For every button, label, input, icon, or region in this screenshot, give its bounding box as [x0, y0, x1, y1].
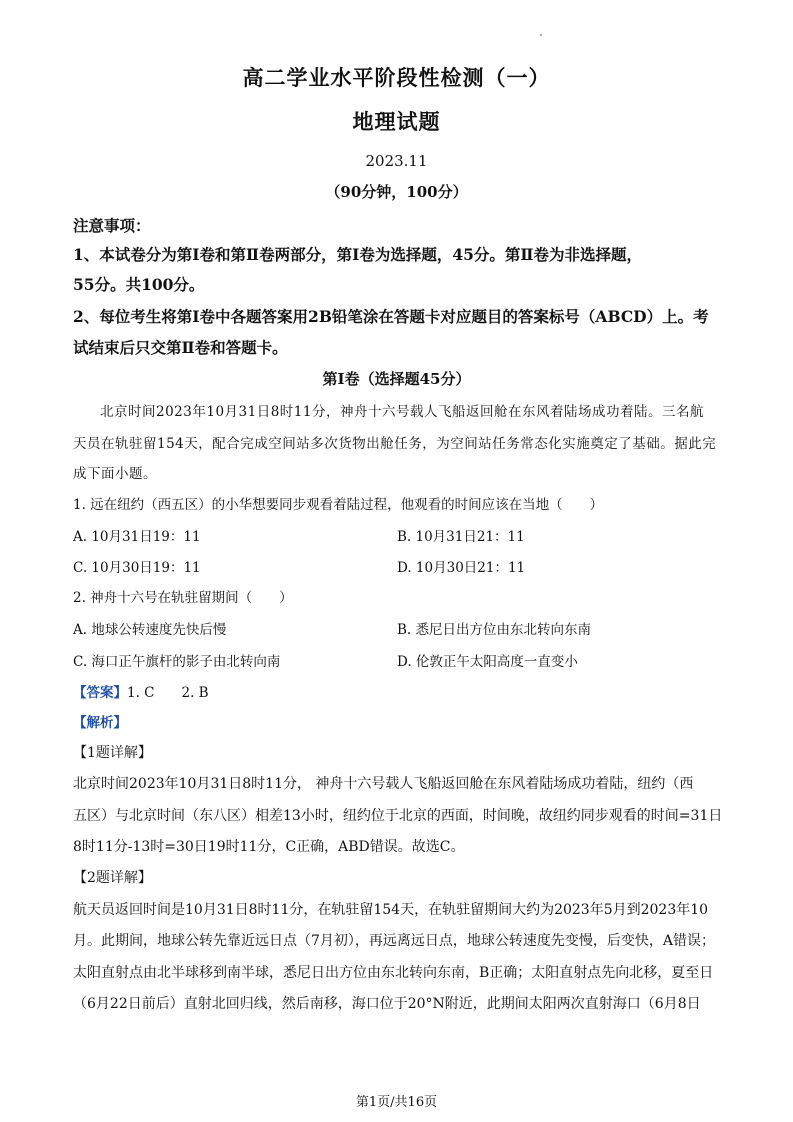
answer-text: 1. C 2. B [127, 685, 209, 701]
question-1-stem: 1. 远在纽约（西五区）的小华想要同步观看着陆过程，他观看的时间应该在当地（ ） [73, 497, 604, 513]
notes-heading: 注意事项： [73, 216, 151, 235]
question-1-option-a: A. 10月31日19：11 [73, 529, 201, 545]
exam-title: 高二学业水平阶段性检测（一） [242, 65, 551, 90]
notes-item-1-line-1: 1、本试卷分为第Ⅰ卷和第Ⅱ卷两部分，第Ⅰ卷为选择题，45分。第Ⅱ卷为非选择题， [73, 245, 642, 264]
question-1-option-b: B. 10月31日21：11 [397, 529, 525, 545]
question-1-option-d: D. 10月30日21：11 [397, 560, 526, 576]
question-2-option-a: A. 地球公转速度先快后慢 [73, 622, 227, 638]
question-1-option-c: C. 10月30日19：11 [73, 560, 201, 576]
section-1-title: 第Ⅰ卷（选择题45分） [322, 370, 471, 388]
answer-row [73, 681, 209, 701]
q1-detail-heading: 【1题详解】 [73, 745, 152, 761]
exam-date: 2023.11 [365, 152, 428, 170]
subject-title: 地理试题 [352, 109, 441, 134]
question-2-stem: 2. 神舟十六号在轨驻留期间（ ） [73, 590, 293, 606]
notes-item-2-line-1: 2、每位考生将第Ⅰ卷中各题答案用2B铅笔涂在答题卡对应题目的答案标号（ABCD）上。考 [73, 307, 709, 326]
q2-detail-line-3: 太阳直射点由北半球移到南半球，悉尼日出方位由东北转向东南，B正确；太阳直射点先向北移，夏至日 [73, 965, 714, 981]
question-2-option-b: B. 悉尼日出方位由东北转向东南 [397, 622, 592, 638]
q2-detail-line-2: 月。此期间，地球公转先靠近远日点（7月初），再远离远日点，地球公转速度先变慢，后变快，A错误； [73, 933, 716, 949]
notes-item-2-line-2: 试结束后只交第Ⅱ卷和答题卡。 [73, 338, 288, 357]
question-2-option-d: D. 伦敦正午太阳高度一直变小 [397, 654, 578, 670]
exam-duration: （90分钟，100分） [325, 183, 468, 201]
page-footer: 第1页/共16页 [355, 1095, 438, 1110]
question-2-option-c: C. 海口正午旗杆的影子由北转向南 [73, 654, 281, 670]
q1-detail-line-2: 五区）与北京时间（东八区）相差13小时，纽约位于北京的西面，时间晚，故纽约同步观看的时间=31日 [73, 808, 723, 824]
q2-detail-line-1: 航天员返回时间是10月31日8时11分，在轨驻留154天，在轨驻留期间大约为2023年5月到2023年10 [73, 902, 709, 918]
answer-label: 【答案】 [73, 685, 127, 701]
passage-line-3: 成下面小题。 [73, 466, 157, 482]
analysis-label: 【解析】 [73, 715, 127, 731]
q1-detail-line-3: 8时11分-13时=30日19时11分，C正确，ABD错误。故选C。 [73, 839, 465, 855]
q2-detail-line-4: （6月22日前后）直射北回归线，然后南移，海口位于20°N附近，此期间太阳两次直射海口（6月8日 [73, 996, 701, 1012]
q2-detail-heading: 【2题详解】 [73, 870, 152, 886]
passage-line-2: 天员在轨驻留154天，配合完成空间站多次货物出舱任务，为空间站任务常态化实施奠定了基础。据此完 [73, 436, 717, 452]
notes-item-1-line-2: 55分。共100分。 [73, 275, 205, 294]
q1-detail-line-1: 北京时间2023年10月31日8时11分， 神舟十六号载人飞船返回舱在东风着陆场成功着陆，纽约（西 [73, 776, 694, 792]
passage-line-1: 北京时间2023年10月31日8时11分，神舟十六号载人飞船返回舱在东风着陆场成功着陆。三名航 [100, 404, 704, 420]
corner-mark [540, 34, 542, 36]
